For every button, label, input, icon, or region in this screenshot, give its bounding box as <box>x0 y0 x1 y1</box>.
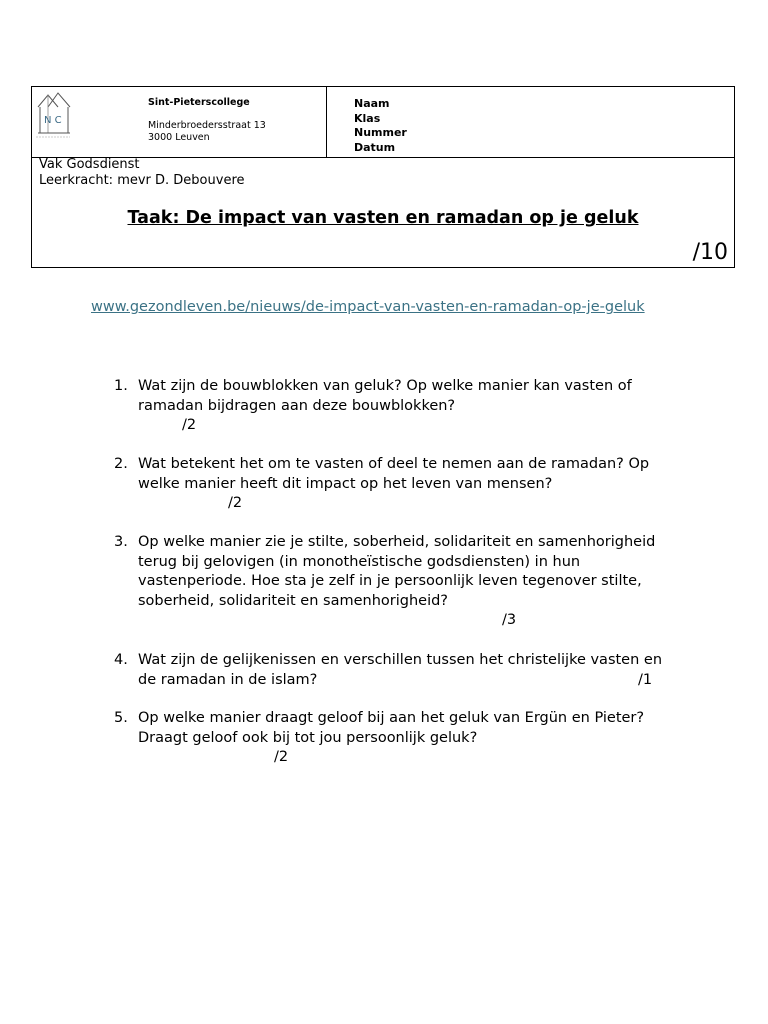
school-address <box>148 120 266 144</box>
field-nummer: Nummer <box>354 126 407 140</box>
field-klas: Klas <box>354 111 381 125</box>
school-logo-icon <box>34 89 72 139</box>
question-number: 1. <box>114 378 128 394</box>
question-item <box>114 377 674 433</box>
question-text: Op welke manier zie je stilte, soberheid, solidariteit en samenhorigheid terug bij gelovigen (in monotheïstische godsdiensten) in hun vastenperiode. Hoe sta je zelf in je persoonlijk leven tegenover stilte, soberheid, solidariteit en samenhorigheid? <box>138 534 656 609</box>
field-datum: Datum <box>354 140 396 154</box>
question-points: /2 <box>228 495 243 511</box>
question-points: /3 <box>502 612 517 628</box>
question-item <box>114 533 674 628</box>
question-points: /2 <box>182 417 197 433</box>
question-text: Wat zijn de bouwblokken van geluk? Op welke manier kan vasten of ramadan bijdragen aan deze bouwblokken? <box>138 378 632 414</box>
source-link[interactable]: www.gezondleven.be/nieuws/de-impact-van-vasten-en-ramadan-op-je-geluk <box>91 299 645 315</box>
student-fields <box>354 97 407 155</box>
logo-text: N C <box>44 115 62 126</box>
school-name: Sint-Pieterscollege <box>148 97 250 108</box>
school-info-cell <box>32 87 327 157</box>
course-teacher: Leerkracht: mevr D. Debouvere <box>39 173 245 188</box>
question-number: 4. <box>114 652 128 668</box>
question-item <box>114 651 674 690</box>
question-number: 2. <box>114 456 128 472</box>
total-score: /10 <box>692 240 728 265</box>
address-line-2: 3000 Leuven <box>148 132 210 143</box>
question-text: Op welke manier draagt geloof bij aan het geluk van Ergün en Pieter? Draagt geloof ook bij tot jou persoonlijk geluk? <box>138 710 645 746</box>
question-text: Wat betekent het om te vasten of deel te nemen aan de ramadan? Op welke manier heeft dit impact op het leven van mensen? <box>138 456 650 492</box>
address-line-1: Minderbroedersstraat 13 <box>148 120 266 131</box>
assignment-title: Taak: De impact van vasten en ramadan op je geluk <box>127 208 639 228</box>
question-points: /2 <box>274 749 289 765</box>
question-item <box>114 455 674 511</box>
course-subject: Vak Godsdienst <box>39 157 140 172</box>
field-naam: Naam <box>354 97 390 110</box>
header-top-row <box>32 87 734 158</box>
course-info <box>39 157 245 189</box>
question-number: 5. <box>114 710 128 726</box>
question-points: /1 <box>638 671 653 688</box>
question-text: Wat zijn de gelijkenissen en verschillen tussen het christelijke vasten en de ramadan in de islam? <box>138 652 663 688</box>
question-item <box>114 709 674 765</box>
question-number: 3. <box>114 534 128 550</box>
header-box <box>31 86 735 268</box>
